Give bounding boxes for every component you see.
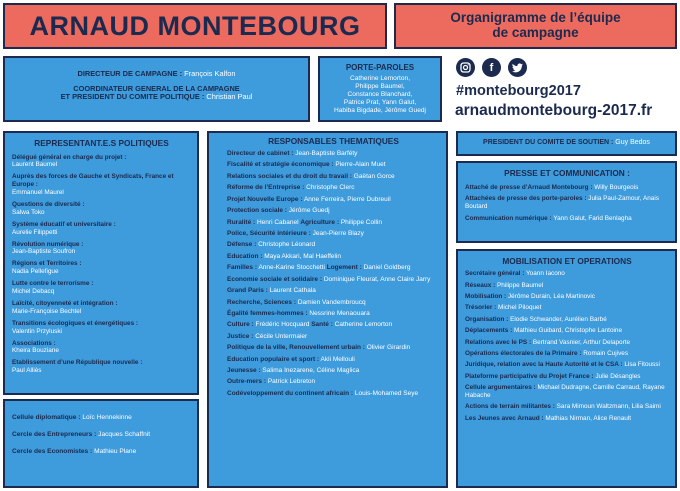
item-label-secondary: Santé : xyxy=(311,321,333,329)
item-value: Marie-Françoise Bechtel xyxy=(12,307,82,315)
list-item xyxy=(12,154,191,170)
item-label-secondary: Logement : xyxy=(326,264,362,272)
list-item xyxy=(227,287,440,295)
list-item xyxy=(227,196,440,204)
list-item xyxy=(227,241,440,249)
list-item xyxy=(227,253,440,261)
item-label: Secrétaire général : xyxy=(465,270,525,278)
list-item xyxy=(465,184,669,192)
item-label: Education populaire et sport : xyxy=(227,355,320,363)
list-item xyxy=(12,340,191,356)
item-label: Régions et Territoires : xyxy=(12,260,82,268)
item-label: Grand Paris : xyxy=(227,287,268,295)
item-label: Jeunesse : xyxy=(227,367,261,375)
item-label: Cellule argumentaires : xyxy=(465,384,536,392)
item-value: Anne-Karine Stocchetti xyxy=(258,264,325,272)
item-label: Etablissement d’une République nouvelle : xyxy=(12,359,143,367)
item-value: Emmanuel Maurel xyxy=(12,188,64,196)
item-value: Dominique Fleurat, Anne Claire Jarry xyxy=(323,275,431,283)
item-label: Opérations électorales de la Primaire : xyxy=(465,349,582,357)
list-item xyxy=(465,316,669,324)
list-item xyxy=(227,310,440,318)
item-label: Délégué général en charge du projet : xyxy=(12,153,127,161)
item-value: Henri Cabanel xyxy=(256,218,299,226)
item-label: Les Jeunes avec Arnaud : xyxy=(465,414,544,422)
item-value: Loïc Hennekinne xyxy=(82,414,132,421)
item-value: Christophe Clerc xyxy=(306,184,355,192)
list-item xyxy=(12,300,191,316)
porte-paroles-title: PORTE-PAROLES xyxy=(345,63,415,72)
item-value: Maya Akkari, Mal Haeffelin xyxy=(264,252,342,260)
item-label: Organisation : xyxy=(465,315,509,323)
list-item xyxy=(12,431,191,439)
item-label: Police, Sécurité intérieure : xyxy=(227,229,311,237)
subtitle-banner xyxy=(394,3,677,49)
direction-label-1: DIRECTEUR DE CAMPAGNE : xyxy=(77,69,183,78)
item-label: Questions de diversité : xyxy=(12,200,85,208)
item-value: Mathieu Plane xyxy=(94,448,137,456)
porte-paroles-line: Patrice Prat, Yann Galut, xyxy=(343,99,417,107)
item-label: Familles : xyxy=(227,264,257,272)
instagram-icon[interactable] xyxy=(456,58,475,77)
item-value: Jean-Baptiste Soufron xyxy=(12,248,76,256)
list-item xyxy=(12,221,191,237)
porte-paroles-box xyxy=(318,56,442,122)
item-value: Louis-Mohamed Seye xyxy=(354,389,419,397)
item-value: Pierre-Alain Muet xyxy=(335,161,386,169)
item-label: Transitions écologiques et énergétiques : xyxy=(12,319,139,327)
cellules-box xyxy=(3,399,199,488)
item-label: Juridique, relation avec la Haute Autorité et le CSA : xyxy=(465,361,623,369)
list-item xyxy=(227,161,440,169)
item-value: Salima Inezarene, Céline Maglica xyxy=(262,367,360,375)
item-label: Culture : xyxy=(227,321,254,329)
mobilisation-list xyxy=(465,270,669,423)
porte-paroles-line: Constance Blanchard, xyxy=(347,91,413,99)
item-value: Laurent Baumel xyxy=(12,161,58,169)
item-value: Akli Mellouli xyxy=(320,355,355,363)
list-item xyxy=(465,373,669,381)
list-item xyxy=(12,173,191,196)
item-value: Laurent Cathala xyxy=(269,287,316,295)
presse-list xyxy=(465,184,669,223)
item-value: Valentin Przyluski xyxy=(12,327,62,335)
direction-value-2: Christian Paul xyxy=(206,92,253,102)
list-item xyxy=(465,327,669,335)
thematiques-list xyxy=(227,150,440,398)
item-label: Déplacements : xyxy=(465,327,513,335)
item-label: Auprès des forces de Gauche et Syndicats, France et Europe : xyxy=(12,173,174,189)
item-value: Anne Ferreira, Pierre Dubreuil xyxy=(303,195,391,203)
item-label: Réforme de l’Entreprise : xyxy=(227,184,305,192)
item-label: Economie sociale et solidaire : xyxy=(227,275,323,283)
item-label: Ruralité : xyxy=(227,218,256,226)
item-value: Gaëtan Gorce xyxy=(353,172,395,180)
item-value: Patrick Lebreton xyxy=(267,378,316,386)
candidate-name: ARNAUD MONTEBOURG xyxy=(29,10,361,41)
item-label: Education : xyxy=(227,252,263,260)
facebook-icon[interactable]: f xyxy=(482,58,501,77)
item-label: Relations avec le PS : xyxy=(465,338,532,346)
item-label: Mobilisation : xyxy=(465,292,507,300)
item-label-secondary: Agriculture : xyxy=(300,218,340,226)
porte-paroles-line: Catherine Lemorton, xyxy=(349,75,411,83)
porte-paroles-line: Habiba Bigdade, Jérôme Guedj xyxy=(333,107,426,115)
item-label: Codéveloppement du continent africain : xyxy=(227,389,354,397)
item-label: Laïcité, citoyenneté et intégration : xyxy=(12,300,118,308)
thematiques-box xyxy=(207,131,448,488)
list-item xyxy=(227,378,440,386)
item-value: Romain Cujives xyxy=(583,349,629,357)
item-value: Olivier Girardin xyxy=(366,344,411,352)
item-value: Michel Debacq xyxy=(12,288,55,296)
list-item xyxy=(12,320,191,336)
item-label: Projet Nouvelle Europe : xyxy=(227,195,303,203)
list-item xyxy=(465,215,669,223)
direction-box xyxy=(3,56,310,122)
item-value: Nadia Pellefigue xyxy=(12,268,59,276)
list-item xyxy=(465,270,669,278)
list-item xyxy=(465,304,669,312)
list-item xyxy=(12,260,191,276)
twitter-icon[interactable] xyxy=(508,58,527,77)
list-item xyxy=(12,414,191,422)
representants-list xyxy=(12,154,191,376)
item-label: Recherche, Sciences : xyxy=(227,298,297,306)
item-value: Yoann Iacono xyxy=(526,270,565,278)
list-item xyxy=(227,150,440,158)
representants-box xyxy=(3,131,199,395)
list-item xyxy=(465,350,669,358)
soutien-label: PRESIDENT DU COMITE DE SOUTIEN : xyxy=(483,139,614,147)
item-label: Cercle des Economistes : xyxy=(12,448,93,456)
item-label: Communication numérique : xyxy=(465,214,552,222)
item-value-secondary: Daniel Goldberg xyxy=(363,264,411,272)
list-item xyxy=(227,367,440,375)
soutien-value: Guy Bedos xyxy=(615,139,650,147)
direction-row-3 xyxy=(5,93,308,102)
list-item xyxy=(12,241,191,257)
item-label: Fiscalité et stratégie économique : xyxy=(227,161,334,169)
mobilisation-box xyxy=(456,249,677,488)
list-item xyxy=(465,282,669,290)
item-label: Associations : xyxy=(12,339,56,347)
soutien-box xyxy=(456,131,677,156)
list-item xyxy=(465,293,669,301)
item-value: Bertrand Vasnier, Arthur Delaporte xyxy=(532,338,631,346)
thematiques-title: RESPONSABLES THEMATIQUES xyxy=(268,136,399,146)
item-value: Julie Désangles xyxy=(595,372,641,380)
item-label: Défense : xyxy=(227,241,257,249)
item-value-secondary: Catherine Lemorton xyxy=(334,321,393,329)
item-value: Michel Piloquet xyxy=(498,304,542,312)
item-label: Système éducatif et universitaire : xyxy=(12,220,116,228)
item-label: Justice : xyxy=(227,332,254,340)
list-item xyxy=(227,390,440,398)
item-label: Cercle des Entrepreneurs : xyxy=(12,431,97,439)
item-value: Jean-Pierre Blazy xyxy=(312,229,364,237)
item-value: Elodie Schwander, Aurélien Barbé xyxy=(510,315,607,323)
item-value: Willy Bourgeois xyxy=(594,183,639,191)
porte-paroles-line: Philippe Baumel, xyxy=(355,83,405,91)
list-item xyxy=(465,339,669,347)
presse-box xyxy=(456,161,677,243)
item-label: Réseaux : xyxy=(465,281,496,289)
item-value: Paul Alliès xyxy=(12,367,42,375)
item-value: Frédéric Hocquard xyxy=(255,321,310,329)
item-label: Lutte contre le terrorisme : xyxy=(12,280,94,288)
item-label: Plateforme participative du Projet France : xyxy=(465,372,594,380)
list-item xyxy=(227,230,440,238)
item-value-secondary: Philippe Collin xyxy=(340,218,383,226)
list-item xyxy=(227,276,440,284)
item-value: Aurelie Filippetti xyxy=(12,228,58,236)
item-label: Attachées de presse des porte-paroles : xyxy=(465,195,587,203)
item-value: Cécile Untermaier xyxy=(255,332,308,340)
direction-value-1: François Kalfon xyxy=(184,69,236,78)
list-item xyxy=(12,280,191,296)
item-label: Trésorier : xyxy=(465,304,497,312)
cellules-list xyxy=(12,414,191,456)
list-item xyxy=(227,321,440,329)
item-label: Actions de terrain militantes : xyxy=(465,403,555,411)
item-label: Égalité femmes-hommes : xyxy=(227,309,308,317)
item-value: Christophe Léonard xyxy=(258,241,316,249)
item-value: Sara Mimoun Waltzmann, Lilia Saimi xyxy=(556,403,661,411)
website-link[interactable]: arnaudmontebourg-2017.fr xyxy=(455,102,653,119)
direction-row-1 xyxy=(5,70,308,79)
item-label: Directeur de cabinet : xyxy=(227,150,294,158)
item-value: Michael Dudragne, Camille Carraud, Rayane Habache xyxy=(465,384,665,399)
item-label: Relations sociales et du droit du travail : xyxy=(227,172,352,180)
presse-title: PRESSE ET COMMUNICATION : xyxy=(504,168,630,178)
item-value: Jérôme Guedj xyxy=(288,207,330,215)
item-value: Jacques Schaffnit xyxy=(98,431,151,439)
item-label: Politique de la ville, Renouvellement urbain : xyxy=(227,344,365,352)
item-label: Attaché de presse d’Arnaud Montebourg : xyxy=(465,183,593,191)
item-value: Salwa Toko xyxy=(12,208,45,216)
list-item xyxy=(465,403,669,411)
list-item xyxy=(227,299,440,307)
list-item xyxy=(227,264,440,272)
item-value: Kheira Bouziane xyxy=(12,347,59,355)
direction-label-2-line-2: ET PRESIDENT DU COMITE POLITIQUE : xyxy=(60,92,205,102)
item-value: Yann Galut, Farid Benlagha xyxy=(553,214,632,222)
list-item xyxy=(227,207,440,215)
list-item xyxy=(227,219,440,227)
item-value: Lisa Fitoussi xyxy=(624,361,660,369)
hashtag: #montebourg2017 xyxy=(456,83,581,99)
item-value: Mathias Nirman, Alice Renault xyxy=(545,414,632,422)
representants-title: REPRESENTANT.E.S POLITIQUES xyxy=(34,138,169,148)
list-item xyxy=(465,361,669,369)
list-item xyxy=(227,333,440,341)
item-label: Outre-mers : xyxy=(227,378,267,386)
subtitle-line-2: de campagne xyxy=(492,25,579,40)
soutien-row xyxy=(483,139,650,147)
list-item xyxy=(465,195,669,211)
item-label: Révolution numérique : xyxy=(12,240,84,248)
title-banner xyxy=(3,3,387,49)
list-item xyxy=(12,201,191,217)
list-item xyxy=(227,173,440,181)
item-value: Philippe Baumel xyxy=(496,281,544,289)
list-item xyxy=(465,415,669,423)
list-item xyxy=(465,384,669,400)
list-item xyxy=(227,184,440,192)
item-value: Jérôme Durain, Léa Martinovic xyxy=(507,292,595,300)
list-item xyxy=(227,344,440,352)
item-value: Jean-Baptiste Barféty xyxy=(295,150,358,158)
item-value: Julia Paul-Zamour, Anais Boutard xyxy=(465,195,659,211)
list-item xyxy=(12,448,191,456)
item-value: Damien Vandembroucq xyxy=(297,298,366,306)
subtitle-line-1: Organigramme de l’équipe xyxy=(450,10,621,26)
list-item xyxy=(12,359,191,375)
list-item xyxy=(227,356,440,364)
direction-label-2-line-1: COORDINATEUR GENERAL DE LA CAMPAGNE xyxy=(73,83,240,93)
item-label: Protection sociale : xyxy=(227,207,287,215)
mobilisation-title: MOBILISATION ET OPERATIONS xyxy=(502,256,632,266)
item-label: Cellule diplomatique : xyxy=(12,414,81,421)
item-value: Mathieu Guibard, Christophe Lantoine xyxy=(514,327,623,335)
item-value: Nessrine Menaouara xyxy=(309,309,370,317)
